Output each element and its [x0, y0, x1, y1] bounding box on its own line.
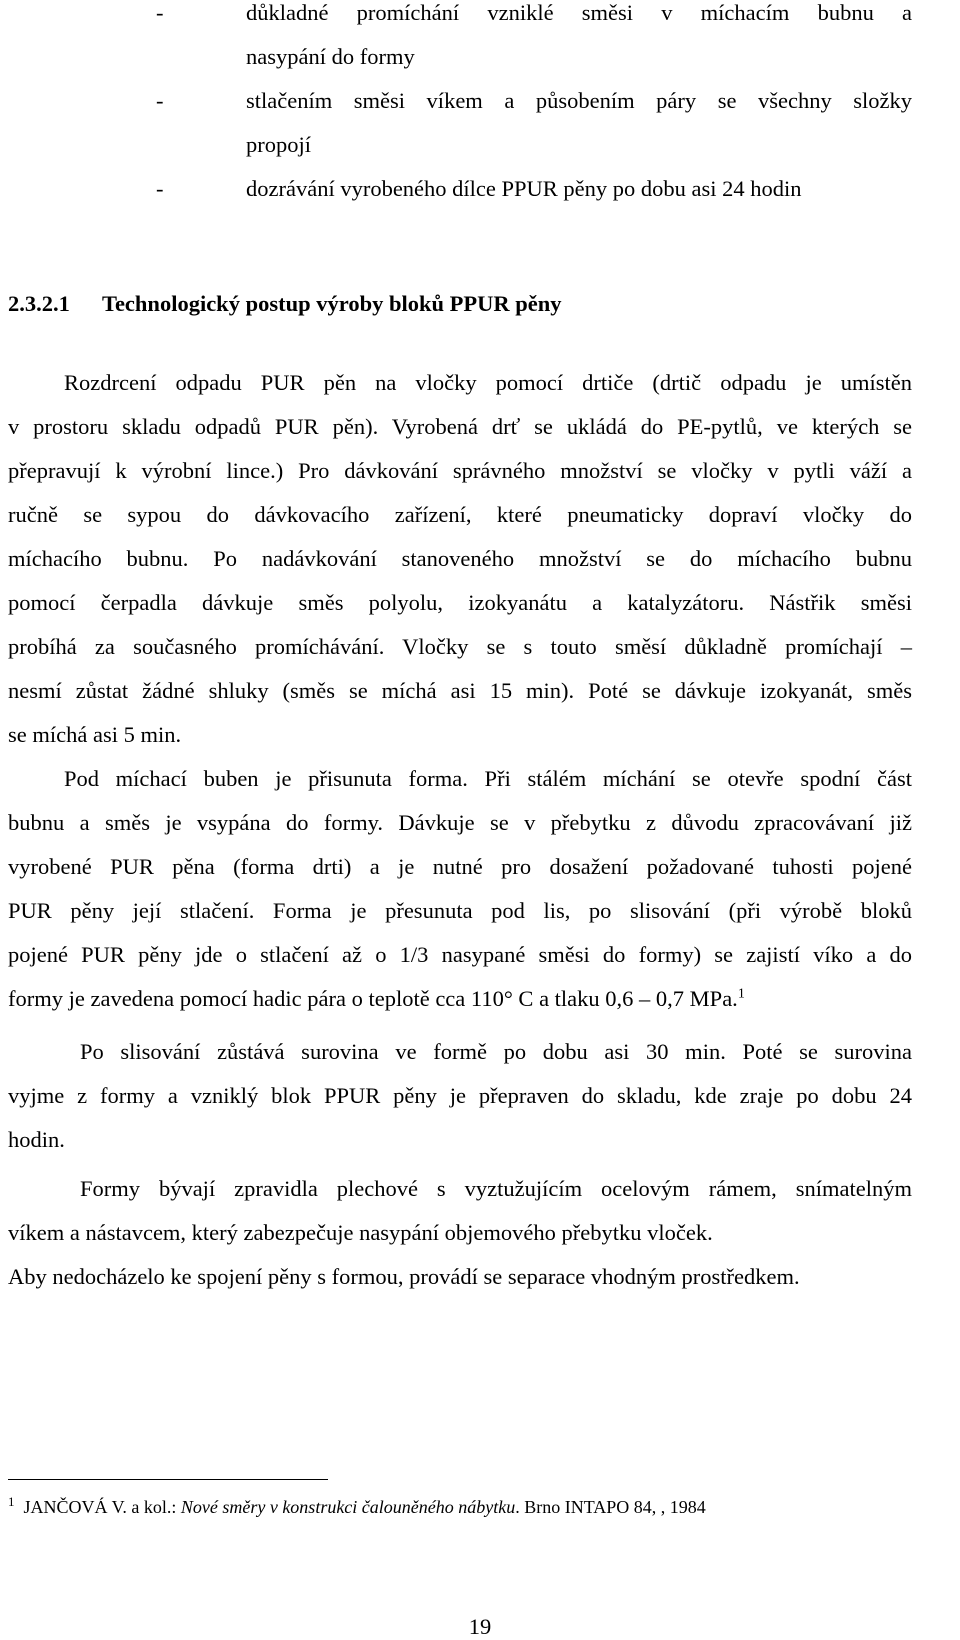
- paragraph-line: se míchá asi 5 min.: [8, 722, 182, 747]
- paragraph-line: pojené PUR pěny jde o stlačení až o 1/3 nasypané směsi do formy) se zajistí víko a do: [8, 942, 912, 967]
- paragraph-line: míchacího bubnu. Po nadávkování stanoveného množství se do míchacího bubnu: [8, 546, 912, 571]
- list-dash: -: [156, 176, 164, 201]
- footnote-author: JANČOVÁ V. a kol.:: [23, 1497, 181, 1517]
- paragraph-line: ručně se sypou do dávkovacího zařízení, které pneumaticky dopraví vločky do: [8, 502, 912, 527]
- page-number: 19: [468, 1614, 492, 1639]
- footnote-divider: [8, 1479, 328, 1480]
- section-number: 2.3.2.1: [8, 291, 70, 316]
- paragraph-line: přepravují k výrobní lince.) Pro dávkování správného množství se vločky v pytli váží a: [8, 458, 912, 483]
- paragraph-line: pomocí čerpadla dávkuje směs polyolu, izokyanátu a katalyzátoru. Nástřik směsi: [8, 590, 912, 615]
- section-title: Technologický postup výroby bloků PPUR pěny: [102, 291, 562, 316]
- list-text: dozrávání vyrobeného dílce PPUR pěny po dobu asi 24 hodin: [246, 176, 802, 201]
- paragraph-line: hodin.: [8, 1127, 65, 1152]
- footnote-ref: 1: [737, 986, 745, 1002]
- footnote: [8, 1494, 706, 1518]
- list-dash: -: [156, 88, 164, 113]
- paragraph-line: vyjme z formy a vzniklý blok PPUR pěny je přepraven do skladu, kde zraje po dobu 24: [8, 1083, 912, 1108]
- paragraph-line: Formy bývají zpravidla plechové s vyztužujícím ocelovým rámem, snímatelným: [80, 1176, 912, 1201]
- paragraph-line: v prostoru skladu odpadů PUR pěn). Vyrobená drť se ukládá do PE-pytlů, ve kterých se: [8, 414, 912, 439]
- paragraph-line: Po slisování zůstává surovina ve formě po dobu asi 30 min. Poté se surovina: [80, 1039, 912, 1064]
- footnote-rest: . Brno INTAPO 84, , 1984: [515, 1497, 706, 1517]
- paragraph-line: Pod míchací buben je přisunuta forma. Při stálém míchání se otevře spodní část: [64, 766, 912, 791]
- footnote-number: 1: [8, 1494, 15, 1509]
- list-dash: -: [156, 0, 164, 25]
- paragraph-line: [8, 988, 745, 1011]
- list-text: důkladné promíchání vzniklé směsi v míchacím bubnu a: [246, 0, 912, 25]
- paragraph-line-text: formy je zavedena pomocí hadic pára o teplotě cca 110° C a tlaku 0,6 – 0,7 MPa.: [8, 986, 738, 1011]
- paragraph-line: nesmí zůstat žádné shluky (směs se míchá asi 15 min). Poté se dávkuje izokyanát, směs: [8, 678, 912, 703]
- paragraph-line: probíhá za současného promíchávání. Vločky se s touto směsí důkladně promíchají –: [8, 634, 912, 659]
- paragraph-line: bubnu a směs je vsypána do formy. Dávkuje se v přebytku z důvodu zpracovávaní již: [8, 810, 912, 835]
- paragraph-line: Aby nedocházelo ke spojení pěny s formou, provádí se separace vhodným prostředkem.: [8, 1264, 800, 1289]
- paragraph-line: víkem a nástavcem, který zabezpečuje nasypání objemového přebytku vloček.: [8, 1220, 713, 1245]
- paragraph-line: PUR pěny její stlačení. Forma je přesunuta pod lis, po slisování (při výrobě bloků: [8, 898, 912, 923]
- list-text: stlačením směsi víkem a působením páry se všechny složky: [246, 88, 912, 113]
- list-text: propojí: [246, 132, 311, 157]
- paragraph-line: vyrobené PUR pěna (forma drti) a je nutné pro dosažení požadované tuhosti pojené: [8, 854, 912, 879]
- paragraph-line: Rozdrcení odpadu PUR pěn na vločky pomocí drtiče (drtič odpadu je umístěn: [64, 370, 912, 395]
- list-text: nasypání do formy: [246, 44, 415, 69]
- footnote-title: Nové směry v konstrukci čalouněného nábytku: [180, 1497, 516, 1517]
